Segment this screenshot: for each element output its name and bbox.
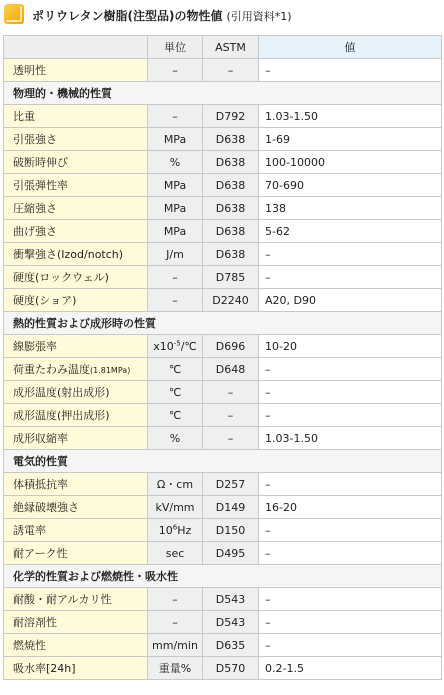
unit-cell: ℃	[148, 381, 203, 404]
property-name-cell: 圧縮強さ	[4, 197, 148, 220]
value-cell: 1.03-1.50	[259, 105, 442, 128]
property-condition: (1.81MPa)	[90, 366, 131, 375]
table-row	[4, 151, 442, 174]
unit-cell: MPa	[148, 220, 203, 243]
astm-cell: D638	[203, 128, 259, 151]
unit-base: 10	[158, 523, 173, 537]
value-cell: 1-69	[259, 128, 442, 151]
table-row	[4, 358, 442, 381]
value-cell: –	[259, 588, 442, 611]
astm-cell: D570	[203, 657, 259, 680]
property-name-cell	[4, 358, 148, 381]
properties-table	[3, 35, 442, 680]
property-name-cell: 成形温度(押出成形)	[4, 404, 148, 427]
value-cell: –	[259, 542, 442, 565]
astm-cell: D648	[203, 358, 259, 381]
property-name-cell: 比重	[4, 105, 148, 128]
property-name-cell: 衝撃強さ(Izod/notch)	[4, 243, 148, 266]
table-row	[4, 404, 442, 427]
property-name-cell: 耐溶剤性	[4, 611, 148, 634]
value-cell: –	[259, 59, 442, 82]
unit-exponent: -5	[173, 338, 181, 347]
astm-cell: D635	[203, 634, 259, 657]
astm-cell: D495	[203, 542, 259, 565]
column-header: ASTM	[203, 36, 259, 59]
table-row	[4, 174, 442, 197]
unit-cell: –	[148, 59, 203, 82]
property-name-cell: 曲げ強さ	[4, 220, 148, 243]
value-cell: –	[259, 404, 442, 427]
value-cell: 0.2-1.5	[259, 657, 442, 680]
table-row	[4, 611, 442, 634]
unit-cell: J/m	[148, 243, 203, 266]
astm-cell: D638	[203, 174, 259, 197]
value-cell: 1.03-1.50	[259, 427, 442, 450]
table-row	[4, 335, 442, 358]
astm-cell: D257	[203, 473, 259, 496]
unit-cell: mm/min	[148, 634, 203, 657]
unit-cell: %	[148, 427, 203, 450]
astm-cell: –	[203, 404, 259, 427]
value-cell: –	[259, 611, 442, 634]
property-name: 荷重たわみ温度	[13, 363, 90, 376]
unit-cell: Ω・cm	[148, 473, 203, 496]
unit-cell: sec	[148, 542, 203, 565]
unit-cell: MPa	[148, 128, 203, 151]
unit-tail: /℃	[180, 339, 197, 353]
table-row	[4, 588, 442, 611]
property-name-cell: 成形温度(射出成形)	[4, 381, 148, 404]
property-name-cell: 燃焼性	[4, 634, 148, 657]
column-header	[4, 36, 148, 59]
property-name-cell: 耐酸・耐アルカリ性	[4, 588, 148, 611]
title-bar	[0, 0, 444, 30]
astm-cell: D149	[203, 496, 259, 519]
property-name-cell: 透明性	[4, 59, 148, 82]
unit-cell: 重量%	[148, 657, 203, 680]
section-label: 化学的性質および燃焼性・吸水性	[4, 565, 442, 588]
astm-cell: D696	[203, 335, 259, 358]
astm-cell: D638	[203, 151, 259, 174]
astm-cell: D2240	[203, 289, 259, 312]
page-subtitle: (引用資料*1)	[226, 10, 292, 23]
astm-cell: D543	[203, 611, 259, 634]
value-cell: –	[259, 473, 442, 496]
property-name-cell: 絶縁破壊強さ	[4, 496, 148, 519]
value-cell: 100-10000	[259, 151, 442, 174]
table-row	[4, 197, 442, 220]
property-name-cell: 破断時伸び	[4, 151, 148, 174]
astm-cell: D150	[203, 519, 259, 542]
property-name-cell: 線膨張率	[4, 335, 148, 358]
unit-cell	[148, 519, 203, 542]
table-row	[4, 519, 442, 542]
section-header-row	[4, 450, 442, 473]
value-cell: –	[259, 519, 442, 542]
astm-cell: D785	[203, 266, 259, 289]
table-row	[4, 59, 442, 82]
table-row	[4, 105, 442, 128]
value-cell: 70-690	[259, 174, 442, 197]
property-name-cell: 引張弾性率	[4, 174, 148, 197]
unit-cell: –	[148, 266, 203, 289]
value-cell: –	[259, 243, 442, 266]
table-row	[4, 634, 442, 657]
section-header-row	[4, 565, 442, 588]
value-cell: 16-20	[259, 496, 442, 519]
table-row	[4, 496, 442, 519]
section-label: 物理的・機械的性質	[4, 82, 442, 105]
property-name-cell: 体積抵抗率	[4, 473, 148, 496]
unit-exponent: 6	[172, 522, 178, 531]
section-label: 電気的性質	[4, 450, 442, 473]
table-header-row	[4, 36, 442, 59]
astm-cell: D638	[203, 220, 259, 243]
unit-cell: –	[148, 611, 203, 634]
property-name-cell: 硬度(ショア)	[4, 289, 148, 312]
property-name-cell: 誘電率	[4, 519, 148, 542]
value-cell: 5-62	[259, 220, 442, 243]
table-row	[4, 243, 442, 266]
column-header: 単位	[148, 36, 203, 59]
astm-cell: D792	[203, 105, 259, 128]
unit-cell: –	[148, 588, 203, 611]
unit-cell: –	[148, 105, 203, 128]
document-icon	[4, 4, 24, 24]
astm-cell: –	[203, 381, 259, 404]
table-row	[4, 427, 442, 450]
table-row	[4, 542, 442, 565]
unit-cell: kV/mm	[148, 496, 203, 519]
section-label: 熱的性質および成形時の性質	[4, 312, 442, 335]
table-row	[4, 381, 442, 404]
astm-cell: –	[203, 59, 259, 82]
unit-tail: Hz	[177, 523, 192, 537]
table-row	[4, 289, 442, 312]
property-name-cell: 吸水率[24h]	[4, 657, 148, 680]
value-cell: –	[259, 381, 442, 404]
unit-cell: ℃	[148, 404, 203, 427]
unit-cell	[148, 335, 203, 358]
page-title: ポリウレタン樹脂(注型品)の物性値 (引用資料*1)	[32, 9, 292, 23]
unit-cell: ℃	[148, 358, 203, 381]
section-header-row	[4, 82, 442, 105]
astm-cell: D638	[203, 243, 259, 266]
column-header: 値	[259, 36, 442, 59]
value-cell: 138	[259, 197, 442, 220]
property-name-cell: 引張強さ	[4, 128, 148, 151]
table-row	[4, 266, 442, 289]
astm-cell: –	[203, 427, 259, 450]
unit-base: x10	[153, 339, 174, 353]
value-cell: –	[259, 358, 442, 381]
unit-cell: MPa	[148, 197, 203, 220]
table-row	[4, 220, 442, 243]
value-cell: –	[259, 634, 442, 657]
unit-cell: %	[148, 151, 203, 174]
value-cell: A20, D90	[259, 289, 442, 312]
table-row	[4, 657, 442, 680]
value-cell: –	[259, 266, 442, 289]
unit-cell: MPa	[148, 174, 203, 197]
astm-cell: D638	[203, 197, 259, 220]
property-name-cell: 耐アーク性	[4, 542, 148, 565]
table-row	[4, 473, 442, 496]
unit-cell: –	[148, 289, 203, 312]
table-row	[4, 128, 442, 151]
section-header-row	[4, 312, 442, 335]
property-name-cell: 硬度(ロックウェル)	[4, 266, 148, 289]
value-cell: 10-20	[259, 335, 442, 358]
astm-cell: D543	[203, 588, 259, 611]
property-name-cell: 成形収縮率	[4, 427, 148, 450]
